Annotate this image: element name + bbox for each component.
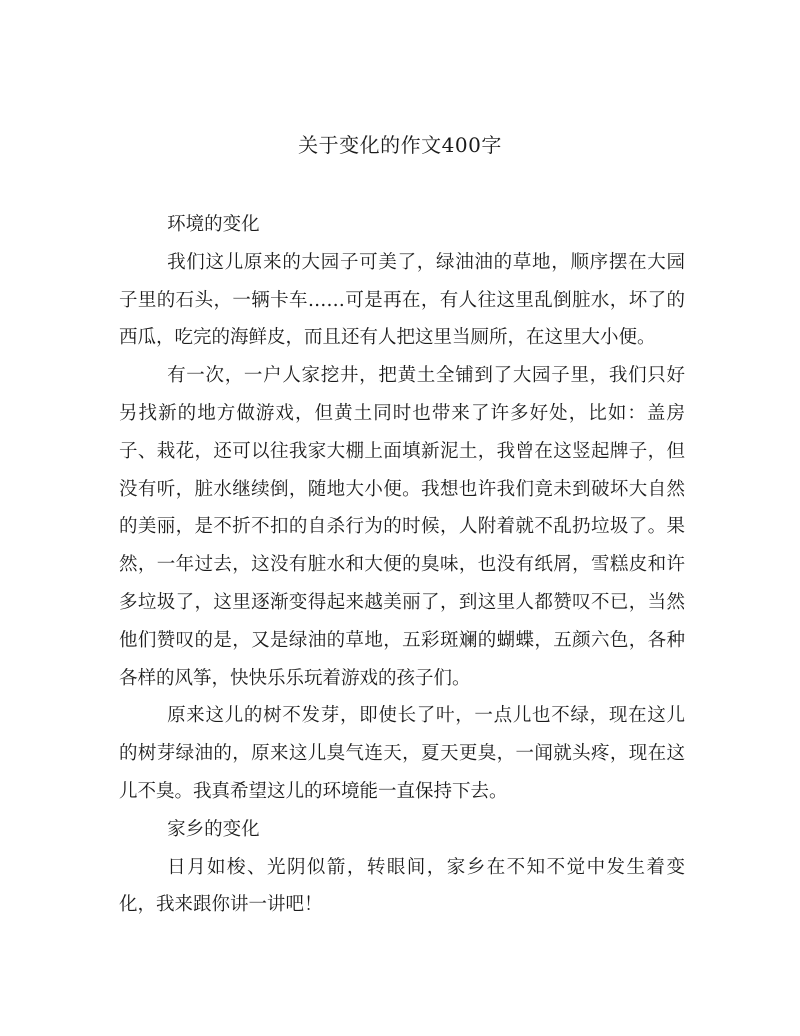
document-body	[119, 206, 685, 924]
paragraph: 有一次，一户人家挖井，把黄土全铺到了大园子里，我们只好另找新的地方做游戏，但黄土同时也带来了许多好处，比如：盖房子、栽花，还可以往我家大棚上面填新泥土，我曾在这竖起牌子，但没有听，脏水继续倒，随地大小便。我想也许我们竟未到破坏大自然的美丽，是不折不扣的自杀行为的时候，人附着就不乱扔垃圾了。果然，一年过去，这没有脏水和大便的臭味，也没有纸屑，雪糕皮和许多垃圾了，这里逐渐变得起来越美丽了，到这里人都赞叹不已，当然他们赞叹的是，又是绿油的草地，五彩斑斓的蝴蝶，五颜六色，各种各样的风筝，快快乐乐玩着游戏的孩子们。	[119, 365, 685, 689]
document-title: 关于变化的作文400字	[298, 133, 502, 157]
paragraph: 日月如梭、光阴似箭，转眼间，家乡在不知不觉中发生着变化，我来跟你讲一讲吧！	[119, 856, 685, 916]
paragraph: 我们这儿原来的大园子可美了，绿油油的草地，顺序摆在大园子里的石头，一辆卡车……可是再在，有人往这里乱倒脏水，坏了的西瓜，吃完的海鲜皮，而且还有人把这里当厕所，在这里大小便。	[119, 251, 685, 349]
section-heading-hometown: 家乡的变化	[167, 818, 260, 840]
paragraph: 原来这儿的树不发芽，即使长了叶，一点儿也不绿，现在这儿的树芽绿油的，原来这儿臭气连天，夏天更臭，一闻就头疼，现在这儿不臭。我真希望这儿的环境能一直保持下去。	[119, 705, 685, 802]
section-heading-environment: 环境的变化	[167, 214, 260, 235]
